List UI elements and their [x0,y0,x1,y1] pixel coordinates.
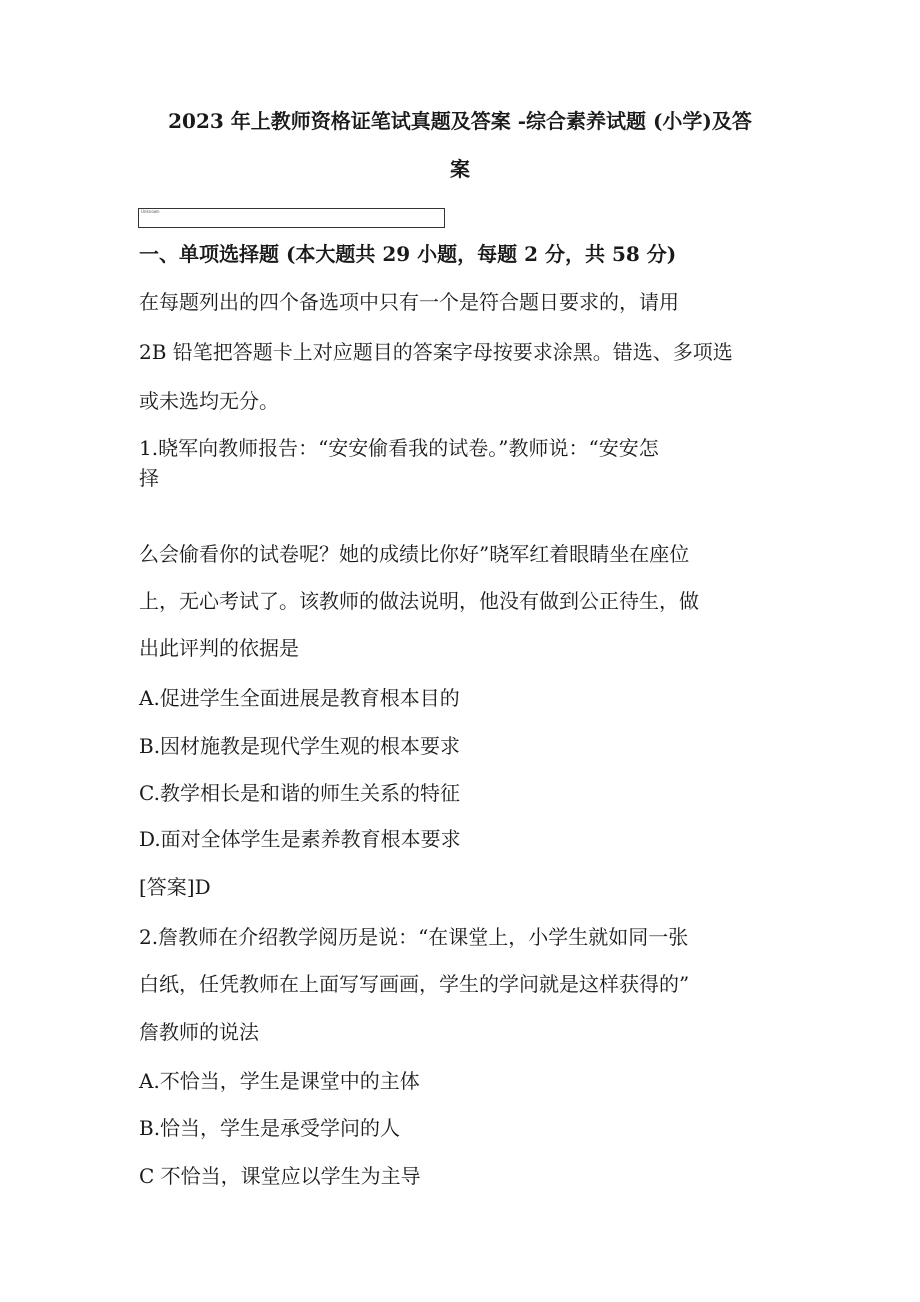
q1-option-d: D.面对全体学生是素养教育根本要求 [139,827,461,851]
q1-answer: [答案]D [139,875,211,899]
q1-stem-line-1: 1.晓军向教师报告：“安安偷看我的试卷。”教师说：“安安怎 [139,436,659,460]
document-title-line-1: 2023 年上教师资格证笔试真题及答案 -综合素养试题 (小学)及答 [168,109,752,133]
q1-option-b: B.因材施教是现代学生观的根本要求 [139,734,461,758]
q1-stem-line-3: 么会偷看你的试卷呢？她的成绩比你好”晓军红着眼睛坐在座位 [139,542,690,566]
document-title-line-2: 案 [450,157,470,181]
q2-stem-line-3: 詹教师的说法 [139,1020,259,1044]
q1-stem-line-4: 上，无心考试了。该教师的做法说明，他没有做到公正待生，做 [139,589,699,613]
q1-option-a: A.促进学生全面进展是教育根本目的 [139,686,460,710]
q1-stem-line-5: 出此评判的依据是 [139,636,299,660]
q2-option-a: A.不恰当，学生是课堂中的主体 [139,1069,420,1093]
q2-option-b: B.恰当，学生是承受学问的人 [139,1116,401,1140]
embedded-image-caption: Unknown [141,209,160,214]
q1-stem-line-2: 择 [139,466,159,490]
q2-stem-line-2: 白纸，任凭教师在上面写写画画，学生的学问就是这样获得的” [139,972,690,996]
q2-option-c: C 不恰当，课堂应以学生为主导 [139,1164,421,1188]
q2-stem-line-1: 2.詹教师在介绍教学阅历是说：“在课堂上，小学生就如同一张 [139,925,689,949]
instruction-line-2: 2B 铅笔把答题卡上对应题目的答案字母按要求涂黑。错选、多项选 [139,340,733,364]
section-heading: 一、单项选择题 (本大题共 29 小题，每题 2 分，共 58 分) [139,242,677,266]
q1-option-c: C.教学相长是和谐的师生关系的特征 [139,781,460,805]
instruction-line-1: 在每题列出的四个备选项中只有一个是符合题日要求的，请用 [139,290,679,314]
embedded-image-box [138,208,445,228]
instruction-line-3: 或未选均无分。 [139,389,279,413]
